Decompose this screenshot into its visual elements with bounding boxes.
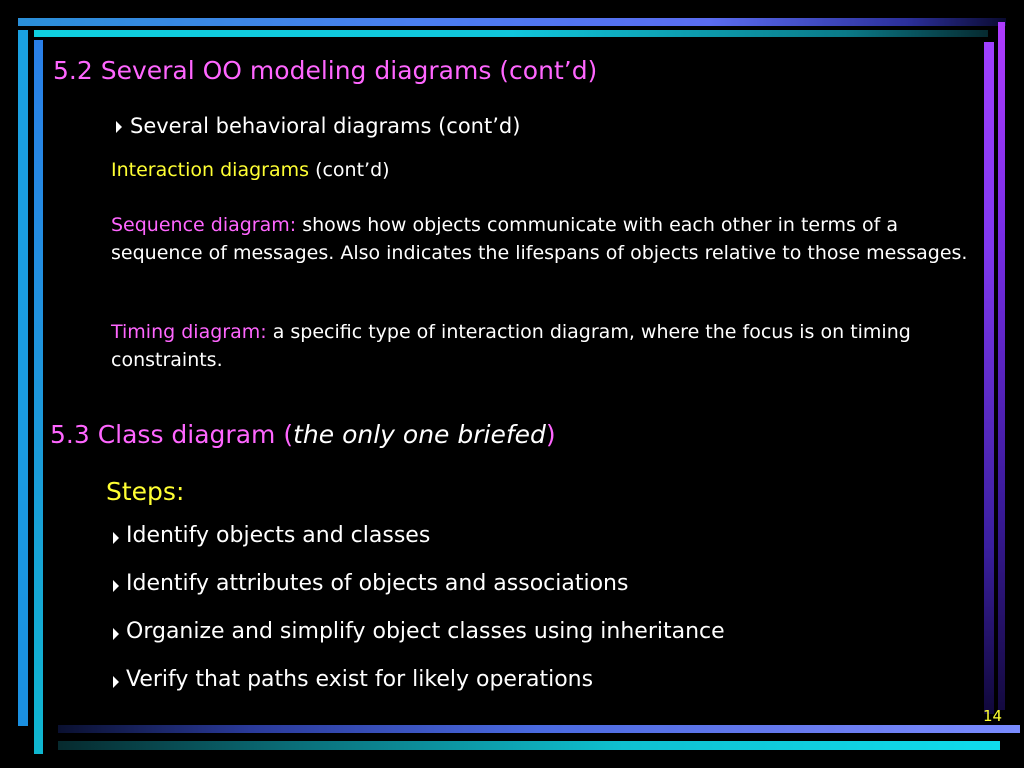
heading-2-suffix: )	[545, 420, 556, 449]
triangle-right-icon	[113, 532, 119, 544]
heading-2-prefix: 5.3 Class diagram (	[50, 420, 294, 449]
timing-description: a specific type of interaction diagram, where the focus is on timing constraints.	[111, 321, 911, 371]
heading-2-emphasis: the only one briefed	[293, 420, 546, 449]
sequence-term: Sequence diagram:	[111, 214, 297, 236]
step-item: Verify that paths exist for likely operations	[126, 667, 594, 692]
behavioral-diagrams-subheading: Several behavioral diagrams (cont’d)	[130, 114, 521, 138]
step-item: Organize and simplify object classes using inheritance	[126, 619, 725, 644]
frame-bottom-outer-bar	[58, 725, 1020, 733]
steps-label: Steps:	[106, 477, 185, 506]
section-heading-5-2: 5.2 Several OO modeling diagrams (cont’d)	[53, 56, 598, 85]
triangle-right-icon	[113, 628, 119, 640]
section-heading-5-3	[50, 420, 556, 449]
interaction-term: Interaction diagrams	[111, 159, 310, 181]
triangle-right-icon	[113, 580, 119, 592]
frame-bottom-inner-bar	[58, 741, 1000, 750]
frame-left-inner-bar	[34, 40, 43, 754]
step-item: Identify objects and classes	[126, 523, 431, 548]
triangle-right-icon	[116, 121, 122, 133]
frame-right-outer-bar	[998, 22, 1005, 710]
frame-left-outer-bar	[18, 30, 28, 726]
interaction-diagrams-line	[111, 159, 390, 181]
timing-diagram-paragraph	[111, 319, 971, 374]
sequence-description: shows how objects communicate with each other in terms of a sequence of messages. Also indicates the lifespans of objects relative to those messages.	[111, 214, 968, 264]
triangle-right-icon	[113, 676, 119, 688]
frame-top-inner-bar	[34, 30, 988, 37]
step-item: Identify attributes of objects and associations	[126, 571, 629, 596]
page-number: 14	[983, 707, 1003, 725]
frame-top-outer-bar	[18, 18, 1006, 26]
frame-right-inner-bar	[984, 42, 994, 714]
timing-term: Timing diagram:	[111, 321, 267, 343]
sequence-diagram-paragraph	[111, 212, 971, 267]
interaction-suffix: (cont’d)	[315, 159, 390, 181]
